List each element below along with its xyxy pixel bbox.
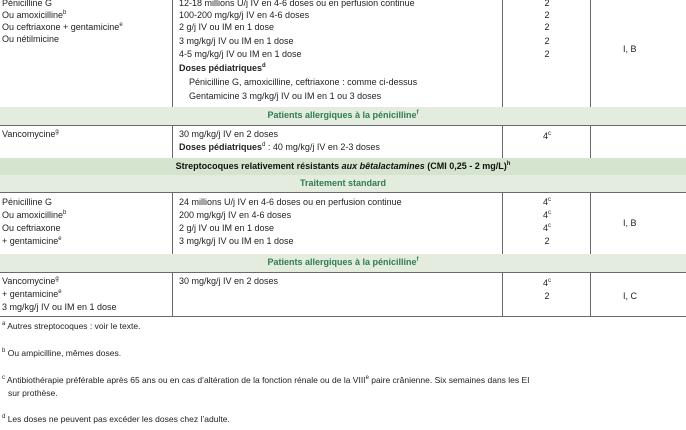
duration-value: 2 [544, 10, 550, 20]
dose-line: 200 mg/kg/j IV en 4-6 doses [179, 210, 292, 220]
duration-value: 2 [544, 36, 550, 46]
drug-cell [0, 272, 174, 316]
footnote-mark: e [119, 22, 123, 28]
drug-name: 3 mg/kg/j IV ou IM en 1 dose [2, 302, 117, 312]
dose-line: 3 mg/kg/j IV ou IM en 1 dose [179, 236, 294, 246]
pediatric-doses-title: Doses pédiatriques [179, 63, 263, 73]
footnote-mark: c [548, 223, 551, 229]
footnote-mark: d [2, 414, 6, 420]
footnote-mark: c [548, 197, 551, 203]
grade-value: I, B [623, 218, 637, 228]
drug-name: + gentamicine [2, 289, 59, 299]
footnote-mark: d [262, 63, 266, 69]
drug-name: Ou amoxicilline [2, 210, 64, 220]
footnote-text: paire crânienne. Six semaines dans les EI [368, 375, 530, 385]
footnote-mark: b [2, 348, 6, 354]
duration-value: 4 [542, 223, 548, 233]
pediatric-dose-value: : 40 mg/kg/j IV en 2-3 doses [265, 142, 380, 152]
duration-value: 4 [542, 210, 548, 220]
drug-name: Ou amoxicilline [2, 10, 64, 20]
standard-treatment-row [0, 0, 686, 108]
duration-cell [502, 192, 591, 254]
pediatric-doses-label: Doses pédiatriques [179, 142, 263, 152]
pediatric-dose-line: Gentamicine 3 mg/kg/j IV ou IM en 1 ou 3 doses [189, 91, 382, 101]
footnote-mark: g [55, 129, 59, 135]
footnote-text: Antibiothérapie préférable après 65 ans ou en cas d’altération de la fonction rénale ou de la VIII [5, 375, 366, 385]
standard-treatment-header [0, 175, 686, 193]
allergy-header-row [0, 254, 686, 273]
dose-cell [172, 125, 509, 158]
grade-value: I, B [623, 44, 637, 54]
footnote-mark: d [262, 142, 266, 148]
footnote-c [2, 375, 530, 386]
footnote-mark: g [55, 276, 59, 282]
drug-name: Vancomycine [2, 129, 56, 139]
footnote-mark: b [63, 210, 67, 216]
drug-name: Ou ceftriaxone + gentamicine [2, 22, 120, 32]
duration-value: 2 [544, 0, 550, 8]
duration-value: 2 [544, 49, 550, 59]
dose-line: 30 mg/kg/j IV en 2 doses [179, 276, 279, 286]
duration-value: 2 [544, 291, 550, 301]
footnote-text: Les doses ne peuvent pas excéder les doses chez l’adulte. [5, 414, 230, 424]
pediatric-dose-line: Pénicilline G, amoxicilline, ceftriaxone : comme ci-dessus [189, 77, 418, 87]
drug-cell [0, 125, 174, 158]
duration-value: 4 [542, 131, 548, 141]
footnote-mark: c [548, 278, 551, 284]
drug-name: + gentamicine [2, 236, 59, 246]
drug-name: Pénicilline G [2, 197, 53, 207]
resistant-title-suffix: (CMI 0,25 - 2 mg/L) [424, 161, 507, 171]
drug-name: Ou nétilmicine [2, 34, 60, 44]
footnote-mark: c [2, 375, 5, 381]
footnote-text: Ou ampicilline, mêmes doses. [5, 348, 122, 358]
resistant-title-prefix: Streptocoques relativement résistants [175, 161, 342, 171]
resistant-treatment-row [0, 192, 686, 255]
resistant-section-header [0, 158, 686, 176]
footnote-a [2, 321, 140, 332]
allergy-header-row [0, 107, 686, 126]
grade-cell [590, 192, 686, 254]
allergy-title: Patients allergiques à la pénicilline [267, 257, 417, 267]
allergy-title: Patients allergiques à la pénicilline [267, 110, 417, 120]
duration-cell [502, 272, 591, 316]
dose-line: 4-5 mg/kg/j IV ou IM en 1 dose [179, 49, 302, 59]
footnote-mark: c [548, 131, 551, 137]
footnote-mark: e [58, 236, 62, 242]
duration-value: 4 [542, 278, 548, 288]
footnote-c-continued: sur prothèse. [8, 388, 58, 398]
dose-line: 24 millions U/j IV en 4-6 doses ou en perfusion continue [179, 197, 402, 207]
footnote-mark: f [416, 257, 419, 263]
footnote-mark: e [365, 375, 369, 381]
footnote-b [2, 348, 121, 359]
grade-cell [590, 0, 686, 107]
allergy-treatment-row [0, 125, 686, 159]
dose-line: 12-18 millions U/j IV en 4-6 doses ou en perfusion continue [179, 0, 415, 8]
duration-value: 4 [542, 197, 548, 207]
drug-name: Pénicilline G [2, 0, 53, 8]
footnote-mark: a [2, 321, 6, 327]
footnote-mark: f [416, 110, 419, 116]
grade-cell [590, 272, 686, 316]
dose-cell [172, 272, 509, 316]
duration-value: 2 [544, 236, 550, 246]
dose-line: 2 g/j IV ou IM en 1 dose [179, 223, 275, 233]
drug-cell [0, 0, 174, 107]
dose-line: 30 mg/kg/j IV en 2 doses [179, 129, 279, 139]
dose-line: 100-200 mg/kg/j IV en 4-6 doses [179, 10, 310, 20]
footnote-d [2, 414, 230, 425]
duration-value: 2 [544, 22, 550, 32]
grade-value: I, C [623, 291, 638, 301]
drug-name: Vancomycine [2, 276, 56, 286]
footnote-mark: e [58, 289, 62, 295]
standard-treatment-title: Traitement standard [299, 178, 387, 188]
duration-cell [502, 0, 591, 107]
footnote-text: Autres streptocoques : voir le texte. [5, 321, 141, 331]
drug-cell [0, 192, 174, 254]
dose-line: 2 g/j IV ou IM en 1 dose [179, 22, 275, 32]
footnote-mark: b [63, 10, 67, 16]
dose-cell [172, 192, 509, 254]
dose-cell [172, 0, 509, 107]
resistant-title-italic: aux bêtalactamines [341, 161, 425, 171]
allergy-treatment-row [0, 272, 686, 317]
drug-name: Ou ceftriaxone [2, 223, 61, 233]
footnote-mark: h [506, 161, 511, 167]
dose-line: 3 mg/kg/j IV ou IM en 1 dose [179, 36, 294, 46]
footnote-mark: c [548, 210, 551, 216]
grade-cell [590, 125, 686, 158]
duration-cell [502, 125, 591, 158]
